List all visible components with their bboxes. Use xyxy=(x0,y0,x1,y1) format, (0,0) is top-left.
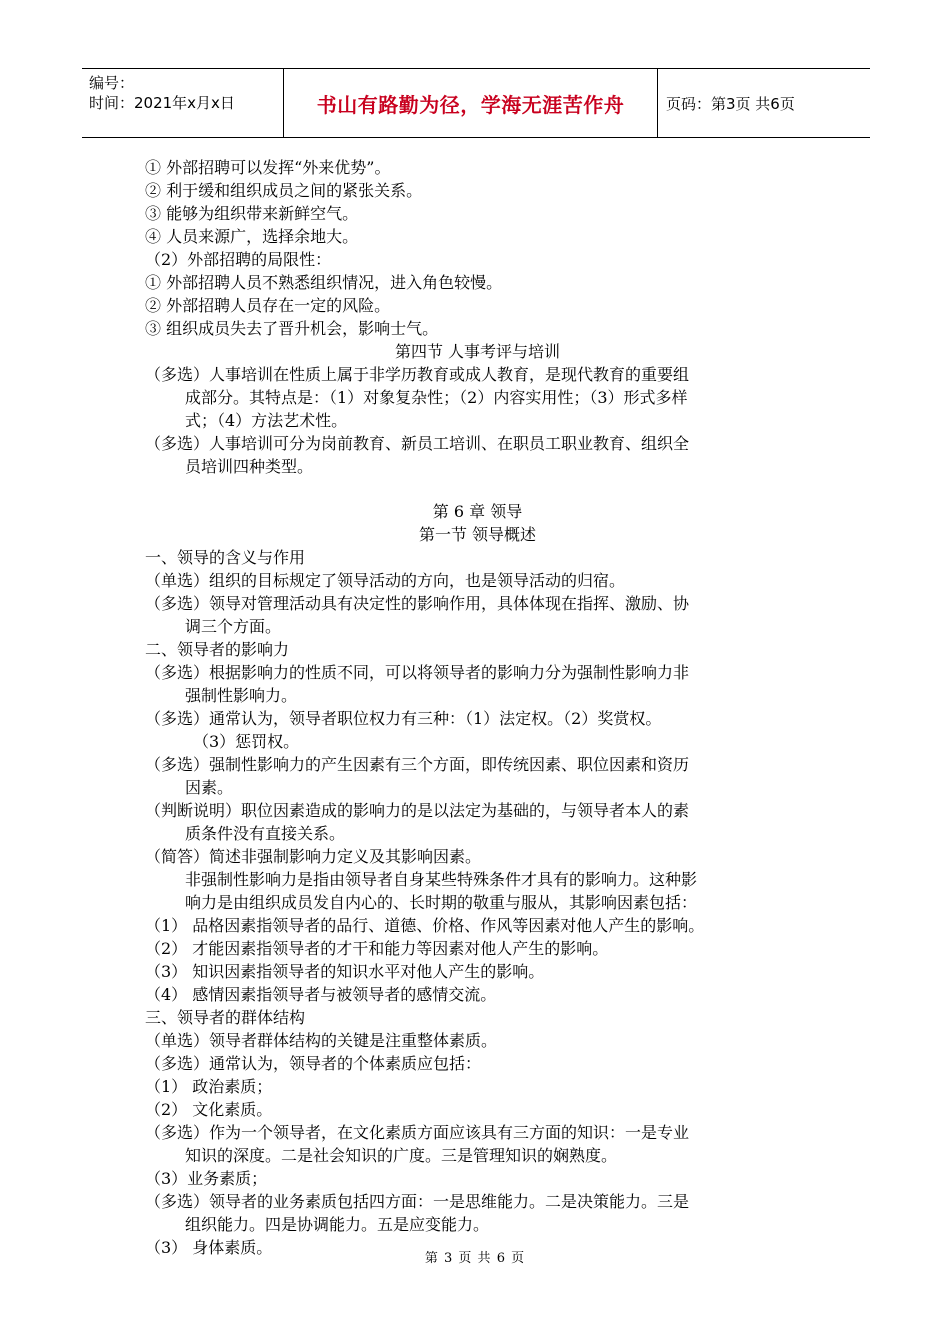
list-item: ④ 人员来源广，选择余地大。 xyxy=(145,227,359,246)
section-heading: 第四节 人事考评与培训 xyxy=(394,342,561,361)
paragraph-line: 非强制性影响力是指由领导者自身某些特殊条件才具有的影响力。这种影 xyxy=(185,870,698,889)
paragraph-line: （3）惩罚权。 xyxy=(193,732,300,751)
doc-number-label: 编号： xyxy=(89,74,135,92)
paragraph-line: （判断说明）职位因素造成的影响力的是以法定为基础的，与领导者本人的素 xyxy=(145,801,690,820)
list-item: （1） 政治素质； xyxy=(145,1077,273,1096)
header-table xyxy=(82,68,870,138)
paragraph-line: 组织能力。四是协调能力。五是应变能力。 xyxy=(185,1215,490,1234)
subheading: 一、领导的含义与作用 xyxy=(145,548,306,567)
paragraph-line: （多选）人事培训可分为岗前教育、新员工培训、在职员工职业教育、组织全 xyxy=(145,434,690,453)
paragraph-line: （多选）通常认为，领导者的个体素质应包括： xyxy=(145,1054,482,1073)
list-item: （3） 身体素质。 xyxy=(145,1238,273,1257)
paragraph-line: 成部分。其特点是：（1）对象复杂性；（2）内容实用性；（3）形式多样 xyxy=(185,388,688,407)
paragraph-line: （多选）通常认为，领导者职位权力有三种：（1）法定权。（2）奖赏权。 xyxy=(145,709,662,728)
paragraph-line: （多选）人事培训在性质上属于非学历教育或成人教育，是现代教育的重要组 xyxy=(145,365,690,384)
list-item: ① 外部招聘人员不熟悉组织情况，进入角色较慢。 xyxy=(145,273,503,292)
paragraph-line: 响力是由组织成员发自内心的、长时期的敬重与服从，其影响因素包括： xyxy=(185,893,698,912)
list-item: （1） 品格因素指领导者的品行、道德、价格、作风等因素对他人产生的影响。 xyxy=(145,916,705,935)
paragraph-line: （多选）强制性影响力的产生因素有三个方面，即传统因素、职位因素和资历 xyxy=(145,755,690,774)
paragraph-line: （单选）领导者群体结构的关键是注重整体素质。 xyxy=(145,1031,498,1050)
list-item: （4） 感情因素指领导者与被领导者的感情交流。 xyxy=(145,985,497,1004)
list-item: ② 利于缓和组织成员之间的紧张关系。 xyxy=(145,181,423,200)
section-heading: 第一节 领导概述 xyxy=(418,525,537,544)
paragraph-line: 调三个方面。 xyxy=(185,617,282,636)
list-item: （3）业务素质； xyxy=(145,1169,268,1188)
subheading: 二、领导者的影响力 xyxy=(145,640,290,659)
doc-date-label: 时间：2021年x月x日 xyxy=(89,94,235,112)
list-item: （2） 才能因素指领导者的才干和能力等因素对他人产生的影响。 xyxy=(145,939,609,958)
paragraph-line: 质条件没有直接关系。 xyxy=(185,824,346,843)
paragraph-line: 强制性影响力。 xyxy=(185,686,298,705)
paragraph-line: （多选）领导对管理活动具有决定性的影响作用，具体体现在指挥、激励、协 xyxy=(145,594,690,613)
list-item: （2） 文化素质。 xyxy=(145,1100,273,1119)
paragraph-line: （单选）组织的目标规定了领导活动的方向，也是领导活动的归宿。 xyxy=(145,571,626,590)
list-item: ① 外部招聘可以发挥“外来优势”。 xyxy=(145,158,391,177)
paragraph-line: （多选）作为一个领导者，在文化素质方面应该具有三方面的知识：一是专业 xyxy=(145,1123,690,1142)
paragraph-line: （多选）领导者的业务素质包括四方面：一是思维能力。二是决策能力。三是 xyxy=(145,1192,690,1211)
subheading: （2）外部招聘的局限性： xyxy=(145,250,332,269)
paragraph-line: 式；（4）方法艺术性。 xyxy=(185,411,348,430)
document-body xyxy=(145,156,810,1259)
list-item: （3） 知识因素指领导者的知识水平对他人产生的影响。 xyxy=(145,962,545,981)
paragraph-line: 员培训四种类型。 xyxy=(185,457,314,476)
header-page-label: 页码：第3页 共6页 xyxy=(666,94,795,113)
list-item: ③ 能够为组织带来新鲜空气。 xyxy=(145,204,359,223)
paragraph-line: （多选）根据影响力的性质不同，可以将领导者的影响力分为强制性影响力非 xyxy=(145,663,690,682)
list-item: ③ 组织成员失去了晋升机会，影响士气。 xyxy=(145,319,439,338)
subheading: 三、领导者的群体结构 xyxy=(145,1008,306,1027)
header-meta-cell xyxy=(82,69,284,137)
page-footer: 第 3 页 共 6 页 xyxy=(424,1251,526,1266)
paragraph-line: （简答）简述非强制影响力定义及其影响因素。 xyxy=(145,847,482,866)
list-item: ② 外部招聘人员存在一定的风险。 xyxy=(145,296,391,315)
header-motto: 书山有路勤为径，学海无涯苦作舟 xyxy=(284,69,658,137)
paragraph-line: 因素。 xyxy=(185,778,234,797)
paragraph-line: 知识的深度。二是社会知识的广度。三是管理知识的娴熟度。 xyxy=(185,1146,618,1165)
spacer xyxy=(145,478,810,500)
chapter-heading: 第 6 章 领导 xyxy=(432,502,523,521)
